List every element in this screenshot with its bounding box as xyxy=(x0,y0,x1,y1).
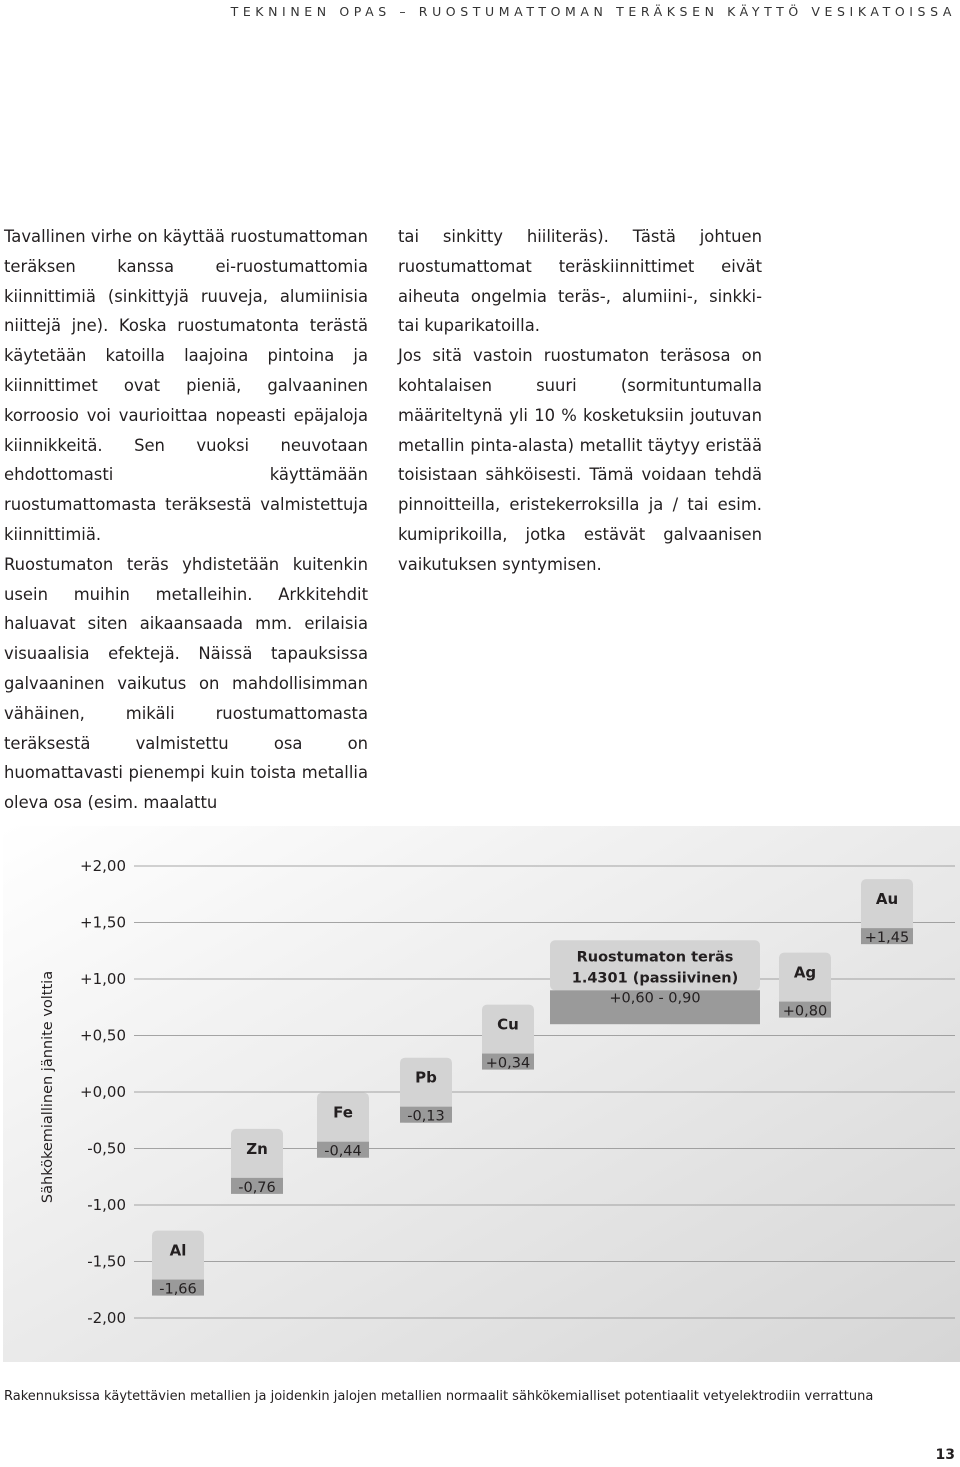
value-label: -1,66 xyxy=(159,1281,197,1298)
y-tick-label: +1,00 xyxy=(80,970,126,988)
paragraph: Tavallinen virhe on käyttää ruostumattoman teräksen kanssa ei-ruostumattomia kiinnittimiä (sinkittyjä ruuveja, alumiinisia niittejä jne). Koska ruostumatonta terästä käytetään katoilla laajoina pintoina ja kiinnittimet ovat pieniä, galvaaninen korroosio voi vaurioittaa nopeasti epäjaloja kiinnikkeitä. Sen vuoksi neuvotaan ehdottomasti käyttämään ruostumattomasta teräksestä valmistettuja kiinnittimiä. xyxy=(4,227,368,544)
y-tick-label: +1,50 xyxy=(80,913,126,932)
y-tick-label: +0,00 xyxy=(80,1083,126,1101)
metal-label: Pb xyxy=(415,1068,437,1087)
metal-label: Zn xyxy=(246,1139,268,1158)
value-label: +0,60 - 0,90 xyxy=(609,990,701,1007)
figure-caption: Rakennuksissa käytettävien metallien ja joidenkin jalojen metallien normaalit sähkökemialliset potentiaalit vetyelektrodiin verrattuna xyxy=(4,1389,874,1404)
running-header: TEKNINEN OPAS – RUOSTUMATTOMAN TERÄKSEN KÄYTTÖ VESIKATOISSA xyxy=(230,4,956,19)
y-tick-label: +0,50 xyxy=(80,1026,126,1045)
metal-label: Ag xyxy=(793,963,817,982)
y-tick-label: -1,50 xyxy=(87,1252,126,1271)
y-tick-label: -2,00 xyxy=(87,1309,126,1327)
value-label: +0,80 xyxy=(782,1003,828,1020)
value-label: -0,44 xyxy=(324,1143,362,1160)
y-tick-label: -0,50 xyxy=(87,1139,126,1158)
metal-label: Fe xyxy=(333,1103,353,1122)
metal-label: Au xyxy=(875,890,899,909)
value-label: -0,13 xyxy=(407,1108,445,1125)
paragraph: Jos sitä vastoin ruostumaton teräsosa on kohtalaisen suuri (sormituntumalla määriteltynä yli 10 % kosketuksiin joutuvan metallin pinta-alasta) metallit täytyy eristää toisistaan sähköisesti. Tämä voidaan tehdä pinnoitteilla, eristekerroksilla ja / tai esim. kumiprikoilla, jotka estävät galvaanisen vaikutuksen syntymisen. xyxy=(398,346,762,574)
y-tick-label: -1,00 xyxy=(87,1196,126,1214)
metal-label: 1.4301 (passiivinen) xyxy=(571,970,739,987)
metal-label: Ruostumaton teräs xyxy=(576,949,734,966)
paragraph: Ruostumaton teräs yhdistetään kuitenkin usein muihin metalleihin. Arkkitehdit haluavat siten aikaansaada mm. erilaisia visuaalisia efektejä. Näissä tapauksissa galvaaninen vaikutus on mahdollisimman vähäinen, mikäli ruostumattomasta teräksestä valmistettu osa on huomattavasti pienempi kuin toista metallia oleva osa (esim. maalattu xyxy=(4,554,368,813)
page-number: 13 xyxy=(935,1447,955,1463)
value-label: +1,45 xyxy=(864,930,910,947)
metal-label: Al xyxy=(169,1241,187,1260)
paragraph: tai sinkitty hiiliteräs). Tästä johtuen ruostumattomat teräskiinnittimet eivät aiheuta ongelmia teräs-, alumiini-, sinkki- tai kuparikatoilla. xyxy=(398,227,762,336)
y-axis-label: Sähkökemiallinen jännite volttia xyxy=(40,970,56,1204)
value-label: -0,76 xyxy=(238,1179,276,1196)
value-label: +0,34 xyxy=(485,1055,531,1072)
y-tick-label: +2,00 xyxy=(80,857,126,875)
metal-label: Cu xyxy=(497,1015,519,1034)
